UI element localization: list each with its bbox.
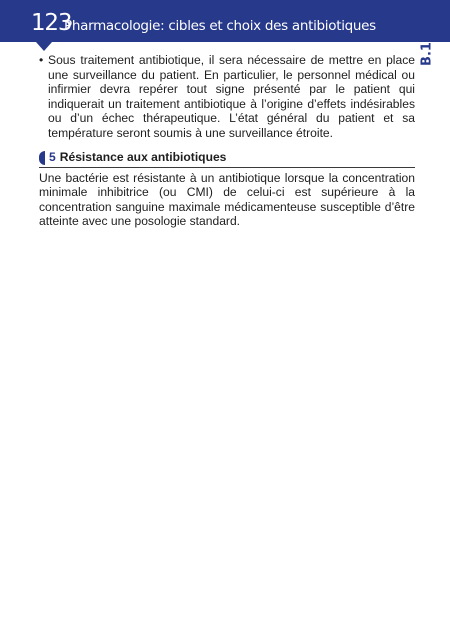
page-body <box>39 53 415 229</box>
section-title: Résistance aux antibiotiques <box>59 150 227 165</box>
body-paragraph: Une bactérie est résistante à un antibiotique lorsque la concentration minimale inhibitrice (ou CMI) de celui-ci est supérieure à la concentration sanguine maximale médicamenteuse susceptible d’être atteinte avec une posologie standard. <box>39 170 415 229</box>
section-heading <box>39 150 415 168</box>
bullet-marker: • <box>39 53 44 67</box>
bullet-text: Sous traitement antibiotique, il sera nécessaire de mettre en place une surveillance du patient. En particulier, le personnel médical ou infirmier devra repérer tout signe présenté par le patient qui indiquerait un traitement antibiotique à l’origine d’effets indésirables ou d’un échec thérapeutique. L’état général du patient et sa température seront soumis à une surveillance étroite. <box>48 53 415 140</box>
section-marker-icon <box>39 151 45 165</box>
header-band <box>0 0 450 42</box>
page-title: Pharmacologie: cibles et choix des antibiotiques <box>64 18 376 34</box>
page-number: 123 <box>31 10 72 36</box>
section-number: 5 <box>49 150 56 165</box>
header-notch <box>36 42 52 51</box>
section-tab-label: B.1 <box>419 42 435 66</box>
bullet-item <box>39 53 415 141</box>
section-tab <box>417 42 437 66</box>
